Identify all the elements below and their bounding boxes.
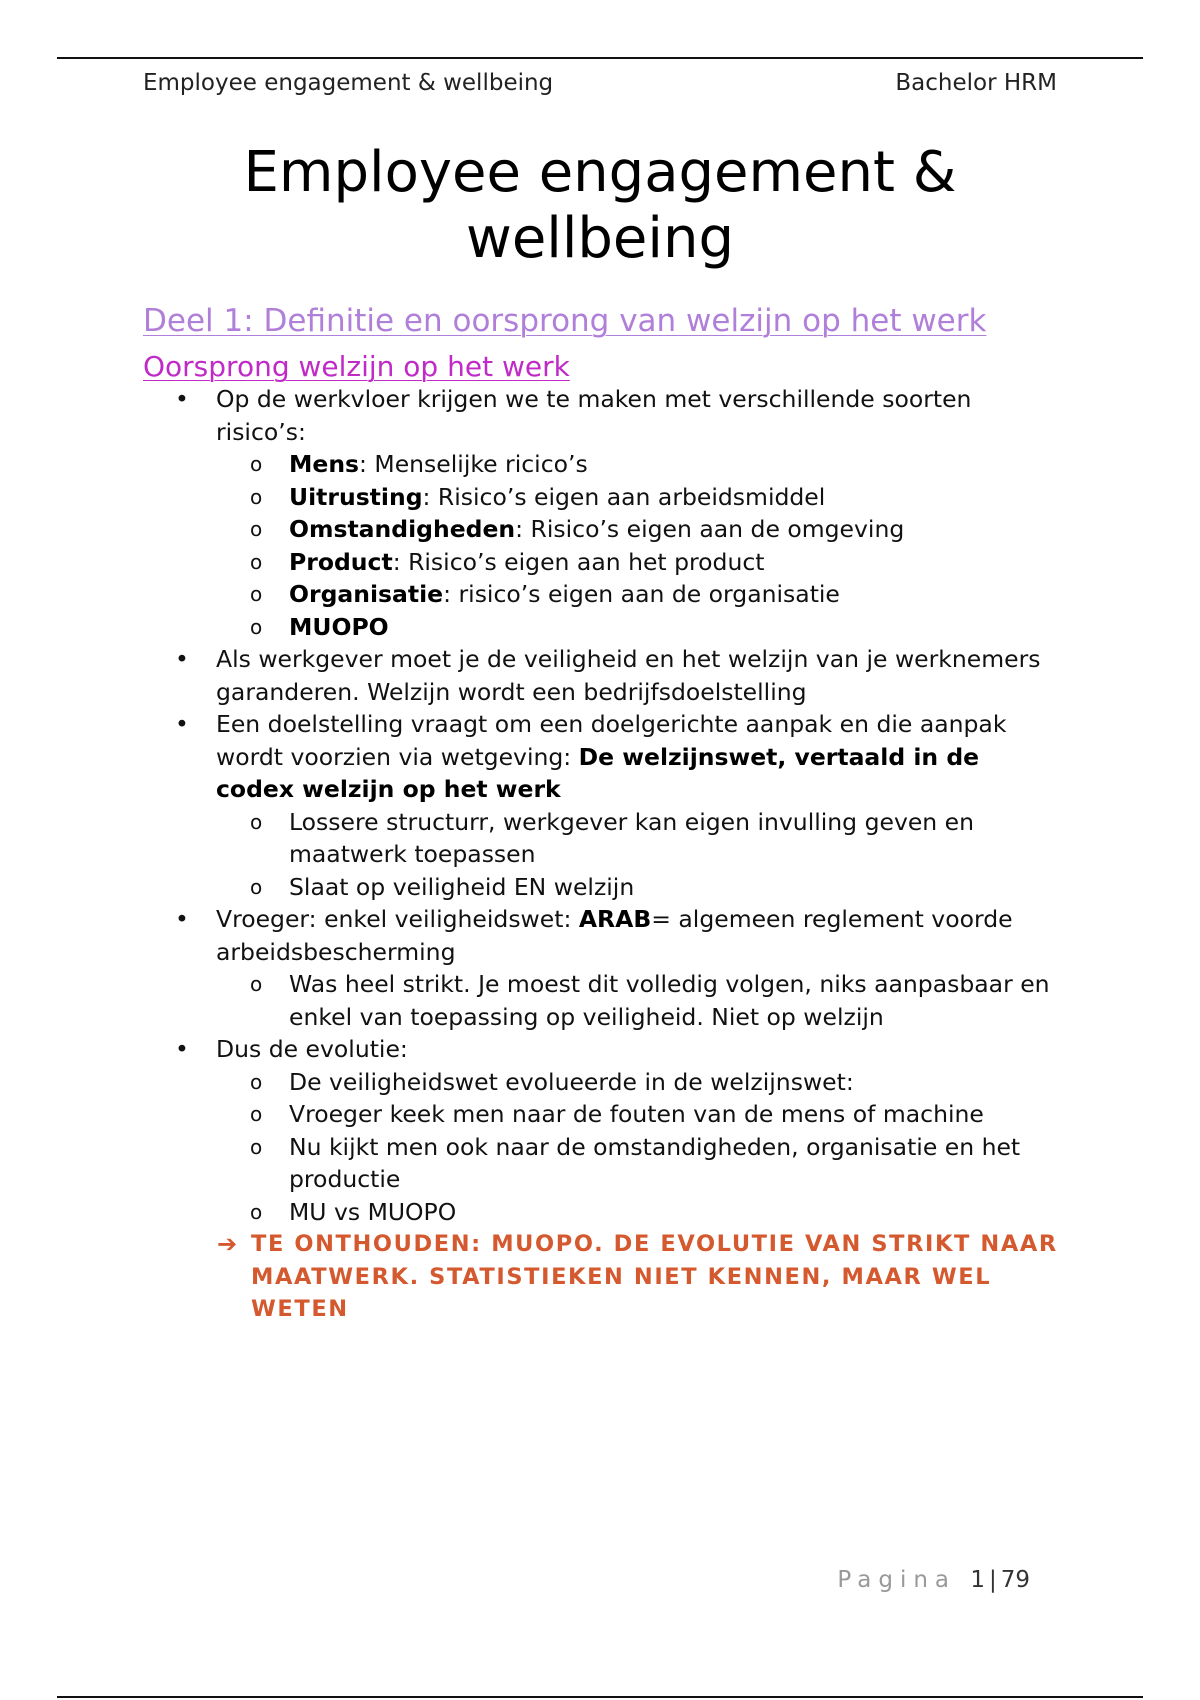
bullet-text-rest: = algemeen reglement voorde arbeidsbescherming [216,905,1013,966]
title-line-2: wellbeing [466,206,734,271]
sub-list-item [143,546,1063,579]
title-line-1: Employee engagement & [243,140,957,205]
bullet-list [143,383,1063,1326]
footer-label: Pagina [837,1567,957,1593]
takeaway-callout [143,1228,1063,1326]
bullet-text: Vroeger: enkel veiligheidswet: [216,905,579,933]
subsection-heading[interactable]: Oorsprong welzijn op het werk [143,350,570,383]
risk-term: Uitrusting [289,482,423,511]
list-item [143,708,1063,903]
sub-bullet-icon: o [250,972,263,996]
risk-term: Product [289,547,393,576]
bullet-icon: • [175,385,189,413]
sub-item-text: Nu kijkt men ook naar de omstandigheden, organisatie en het productie [289,1132,1021,1193]
list-item [143,383,1063,643]
sub-bullet-icon: o [250,517,263,541]
sub-bullet-icon: o [250,809,263,834]
sub-list-item [143,578,1063,611]
sub-list-item [143,806,1063,871]
sub-list-item [143,1066,1063,1099]
sub-bullet-icon: o [250,614,263,639]
sub-list-item [143,1098,1063,1131]
risk-description: : Risico’s eigen aan de omgeving [515,515,905,543]
sub-bullet-icon: o [250,484,263,509]
page-separator: | [988,1567,997,1593]
section-heading[interactable]: Deel 1: Definitie en oorsprong van welzijn op het werk [143,303,987,339]
sub-item-text: MU vs MUOPO [289,1197,457,1226]
sub-item-text: Slaat op veiligheid EN welzijn [289,872,635,901]
bullet-emphasis: ARAB [578,905,652,933]
risk-description: : Risico’s eigen aan arbeidsmiddel [422,482,826,511]
sub-bullet-icon: o [250,549,263,574]
sub-list-item [143,871,1063,904]
document-body [143,383,1063,1326]
header-program: Bachelor HRM [895,70,1057,96]
sub-list-item [143,448,1063,481]
list-item [143,903,1063,1033]
sub-list-item [143,481,1063,514]
page-footer [837,1567,1030,1593]
sub-list [216,968,1063,1033]
risk-term: Mens [289,450,360,478]
sub-bullet-icon: o [250,582,263,606]
sub-list-item [143,1196,1063,1229]
sub-bullet-icon: o [250,1102,263,1126]
sub-bullet-icon: o [250,1069,263,1094]
sub-list [216,806,1063,904]
list-item [143,1033,1063,1326]
risk-term: Omstandigheden [289,515,516,543]
sub-list-item [143,968,1063,1033]
bullet-text: Een doelstelling vraagt om een doelgerichte aanpak en die aanpak wordt voorzien via wetgeving: [216,710,1007,771]
sub-list [216,448,1063,643]
arrow-right-icon: ➔ [217,1230,239,1258]
risk-description: : risico’s eigen aan de organisatie [443,580,840,608]
callout-text: TE ONTHOUDEN: MUOPO. DE EVOLUTIE VAN STRIKT NAAR MAATWERK. STATISTIEKEN NIET KENNEN, MAAR WEL WETEN [251,1231,1058,1322]
sub-bullet-icon: o [250,1199,263,1224]
sub-list [216,1066,1063,1229]
sub-item-text: Lossere structurr, werkgever kan eigen invulling geven en maatwerk toepassen [289,807,975,868]
risk-term: MUOPO [289,612,389,641]
sub-bullet-icon: o [250,874,263,899]
bullet-text: Dus de evolutie: [216,1035,408,1063]
risk-description: : Menselijke ricico’s [359,450,588,478]
bullet-emphasis: De welzijnswet, vertaald in de codex welzijn op het werk [216,742,980,803]
list-item [143,643,1063,708]
sub-list-item [143,513,1063,546]
sub-list-item [143,1131,1063,1196]
sub-bullet-icon: o [250,452,263,476]
sub-bullet-icon: o [250,1134,263,1159]
header-rule [57,57,1143,59]
risk-description: : Risico’s eigen aan het product [392,547,765,576]
page-number: 1 [970,1567,985,1593]
bullet-icon: • [175,710,189,738]
page-title [143,140,1057,272]
bullet-text: Op de werkvloer krijgen we te maken met verschillende soorten risico’s: [216,385,972,446]
bullet-text: Als werkgever moet je de veiligheid en het welzijn van je werknemers garanderen. Welzijn wordt een bedrijfsdoelstelling [216,645,1041,706]
bullet-icon: • [175,1035,189,1063]
risk-term: Organisatie [289,580,444,608]
bullet-icon: • [175,905,189,933]
sub-item-text: Was heel strikt. Je moest dit volledig volgen, niks aanpasbaar en enkel van toepassing op veiligheid. Niet op welzijn [289,970,1050,1031]
footer-rule [57,1696,1143,1698]
page-total: 79 [1000,1567,1030,1593]
header-document-title: Employee engagement & wellbeing [143,70,554,96]
sub-list-item [143,611,1063,644]
sub-item-text: Vroeger keek men naar de fouten van de mens of machine [289,1100,984,1128]
sub-item-text: De veiligheidswet evolueerde in de welzijnswet: [289,1067,854,1096]
bullet-icon: • [175,645,189,673]
